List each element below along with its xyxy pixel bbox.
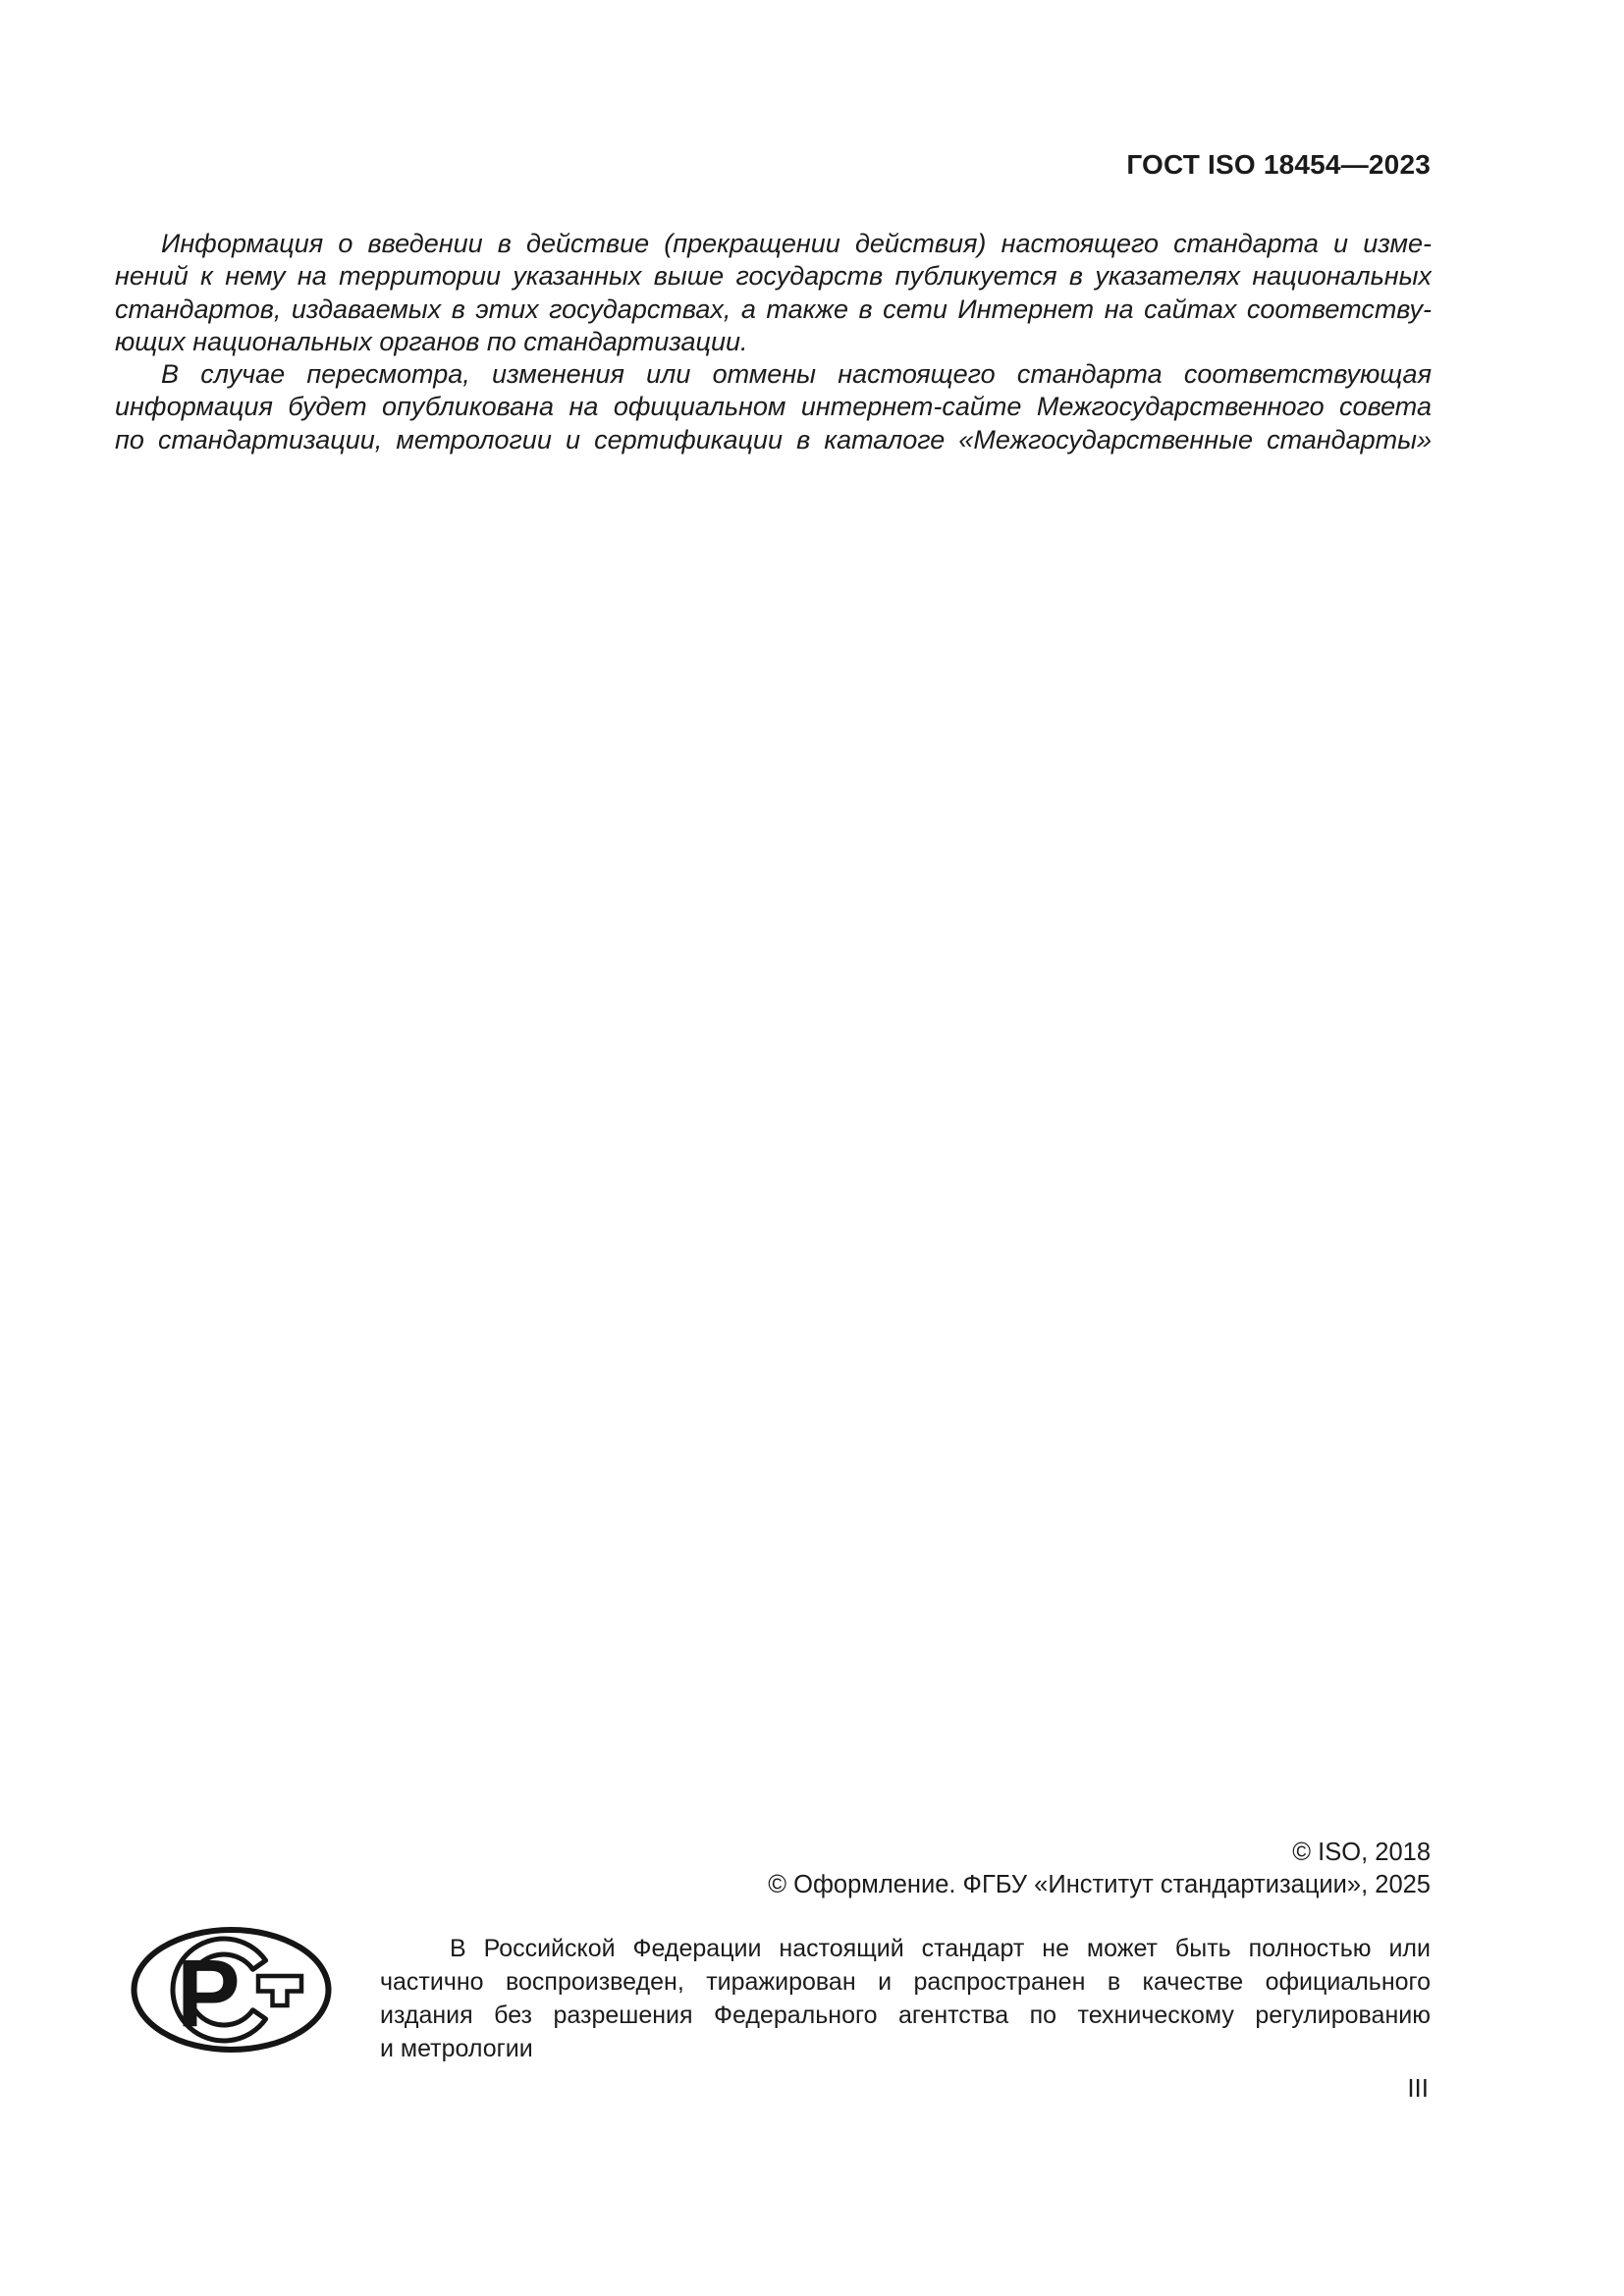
text-line: ющих национальных органов по стандартизации.: [115, 326, 748, 356]
letter-p-glyph: Р: [177, 1940, 241, 2047]
revision-info-paragraph: [115, 358, 1432, 456]
page-number: III: [1407, 2073, 1429, 2103]
text-line: Информация о введении в действие (прекращении действия) настоящего стандарта и изме-: [161, 229, 1432, 258]
text-line: издания без разрешения Федерального агентства по техническому регулированию: [380, 2002, 1431, 2029]
copyright-iso-line: © ISO, 2018: [1292, 1839, 1431, 1866]
foreword-availability-note: [115, 228, 1432, 456]
rosstandart-rst-logo: [131, 1926, 332, 2054]
publication-info-paragraph: [115, 228, 1432, 358]
text-line: частично воспроизведен, тиражирован и распространен в качестве официального: [380, 1968, 1431, 1996]
copyright-block: [768, 1837, 1431, 1901]
reproduction-restriction-note: [380, 1932, 1431, 2065]
text-line: и метрологии: [380, 2035, 533, 2062]
text-line: по стандартизации, метрологии и сертификации в каталоге «Межгосударственные стандарты»: [115, 424, 1432, 454]
text-line: информация будет опубликована на официальном интернет-сайте Межгосударственного совета: [115, 392, 1432, 422]
copyright-design-line: © Оформление. ФГБУ «Институт стандартизации», 2025: [768, 1871, 1431, 1898]
document-designation: ГОСТ ISO 18454—2023: [1126, 149, 1431, 180]
text-line: В случае пересмотра, изменения или отмены настоящего стандарта соответствующая: [161, 359, 1432, 390]
text-line: В Российской Федерации настоящий стандарт не может быть полностью или: [450, 1935, 1431, 1962]
text-line: нений к нему на территории указанных выше государств публикуется в указателях национальных: [115, 261, 1432, 292]
text-line: стандартов, издаваемых в этих государствах, а также в сети Интернет на сайтах соответству-: [115, 294, 1432, 324]
